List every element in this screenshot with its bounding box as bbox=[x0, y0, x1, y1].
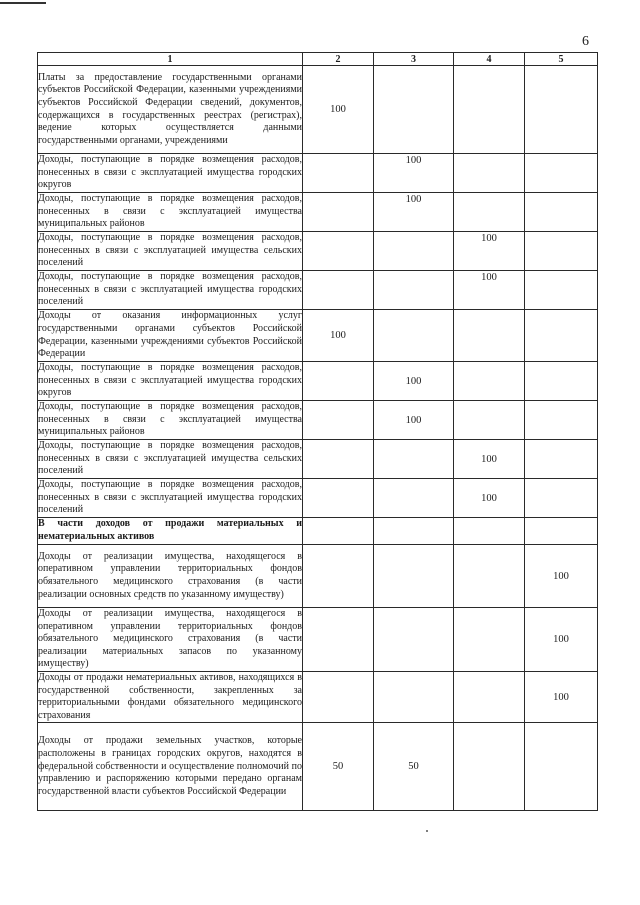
row-description: Доходы, поступающие в порядке возмещения расходов, понесенных в связи с эксплуатацией имущества городских поселений bbox=[38, 479, 303, 518]
cell-col-4 bbox=[454, 671, 525, 722]
table-row bbox=[38, 271, 598, 310]
cell-col-2 bbox=[303, 193, 374, 232]
table-row bbox=[38, 310, 598, 362]
table-row bbox=[38, 723, 598, 811]
cell-col-4 bbox=[454, 608, 525, 672]
cell-col-3 bbox=[374, 66, 454, 154]
table-row bbox=[38, 671, 598, 722]
row-description: Доходы от продажи нематериальных активов, находящихся в государственной собственности, закрепленных за территориальными фондами обязательного медицинского страхования bbox=[38, 671, 303, 722]
header-col-4: 4 bbox=[454, 53, 525, 66]
cell-col-5: 100 bbox=[525, 671, 598, 722]
cell-col-4 bbox=[454, 362, 525, 401]
cell-col-2: 100 bbox=[303, 66, 374, 154]
cell-col-4 bbox=[454, 66, 525, 154]
cell-col-4 bbox=[454, 154, 525, 193]
header-col-2: 2 bbox=[303, 53, 374, 66]
table-row bbox=[38, 154, 598, 193]
table-row bbox=[38, 362, 598, 401]
header-col-1: 1 bbox=[38, 53, 303, 66]
cell-col-3: 100 bbox=[374, 362, 454, 401]
row-description: Доходы, поступающие в порядке возмещения расходов, понесенных в связи с эксплуатацией имущества сельских поселений bbox=[38, 232, 303, 271]
cell-col-2 bbox=[303, 271, 374, 310]
cell-col-2: 100 bbox=[303, 310, 374, 362]
cell-col-4 bbox=[454, 401, 525, 440]
cell-col-2 bbox=[303, 154, 374, 193]
cell-col-5: 100 bbox=[525, 545, 598, 608]
cell-col-5 bbox=[525, 271, 598, 310]
header-col-3: 3 bbox=[374, 53, 454, 66]
section-heading: В части доходов от продажи материальных и нематериальных активов bbox=[38, 518, 303, 545]
cell-col-2 bbox=[303, 440, 374, 479]
cell-col-3 bbox=[374, 310, 454, 362]
cell-col-2 bbox=[303, 545, 374, 608]
table-header-row bbox=[38, 53, 598, 66]
table-row bbox=[38, 232, 598, 271]
cell-col-4: 100 bbox=[454, 271, 525, 310]
cell-col-5 bbox=[525, 479, 598, 518]
cell-col-4 bbox=[454, 545, 525, 608]
cell-col-2 bbox=[303, 401, 374, 440]
cell-col-3: 100 bbox=[374, 154, 454, 193]
revenue-allocation-table bbox=[37, 52, 598, 811]
cell-col-5 bbox=[525, 232, 598, 271]
cell-col-5 bbox=[525, 723, 598, 811]
table-row bbox=[38, 479, 598, 518]
table-row bbox=[38, 545, 598, 608]
page-number: 6 bbox=[582, 34, 589, 49]
cell-col-3 bbox=[374, 545, 454, 608]
row-description: Платы за предоставление государственными органами субъектов Российской Федерации, казенными учреждениями субъектов Российской Федерации сведений, документов, содержащихся в государственных реестрах (регистрах), ведение которых осуществляется данными государственными органами, учреждениями bbox=[38, 66, 303, 154]
cell-col-5 bbox=[525, 193, 598, 232]
cell-col-4 bbox=[454, 310, 525, 362]
table-row-section-heading bbox=[38, 518, 598, 545]
corner-scan-mark bbox=[0, 2, 46, 4]
row-description: Доходы, поступающие в порядке возмещения расходов, понесенных в связи с эксплуатацией имущества городских округов bbox=[38, 154, 303, 193]
cell-col-3 bbox=[374, 518, 454, 545]
table-row bbox=[38, 66, 598, 154]
cell-col-5 bbox=[525, 362, 598, 401]
table-row bbox=[38, 193, 598, 232]
cell-col-5 bbox=[525, 310, 598, 362]
cell-col-3 bbox=[374, 271, 454, 310]
cell-col-4: 100 bbox=[454, 232, 525, 271]
cell-col-3 bbox=[374, 608, 454, 672]
row-description: Доходы от продажи земельных участков, которые расположены в границах городских округов, находятся в федеральной собственности и осуществление полномочий по управлению и распоряжению которыми передано органам государственной власти субъектов Российской Федерации bbox=[38, 723, 303, 811]
row-description: Доходы, поступающие в порядке возмещения расходов, понесенных в связи с эксплуатацией имущества сельских поселений bbox=[38, 440, 303, 479]
cell-col-3 bbox=[374, 440, 454, 479]
row-description: Доходы от оказания информационных услуг государственными органами субъектов Российской Федерации, казенными учреждениями субъектов Российской Федерации bbox=[38, 310, 303, 362]
cell-col-3 bbox=[374, 479, 454, 518]
row-description: Доходы от реализации имущества, находящегося в оперативном управлении территориальных фондов обязательного медицинского страхования (в части реализации материальных запасов по указанному имуществу) bbox=[38, 608, 303, 672]
row-description: Доходы, поступающие в порядке возмещения расходов, понесенных в связи с эксплуатацией имущества муниципальных районов bbox=[38, 193, 303, 232]
cell-col-5 bbox=[525, 440, 598, 479]
cell-col-5 bbox=[525, 66, 598, 154]
cell-col-2: 50 bbox=[303, 723, 374, 811]
cell-col-3 bbox=[374, 232, 454, 271]
header-col-5: 5 bbox=[525, 53, 598, 66]
row-description: Доходы от реализации имущества, находящегося в оперативном управлении территориальных фондов обязательного медицинского страхования (в части реализации основных средств по указанному имуществу) bbox=[38, 545, 303, 608]
row-description: Доходы, поступающие в порядке возмещения расходов, понесенных в связи с эксплуатацией имущества муниципальных районов bbox=[38, 401, 303, 440]
table-row bbox=[38, 608, 598, 672]
cell-col-5: 100 bbox=[525, 608, 598, 672]
table-row bbox=[38, 440, 598, 479]
cell-col-4 bbox=[454, 518, 525, 545]
cell-col-4 bbox=[454, 193, 525, 232]
cell-col-2 bbox=[303, 518, 374, 545]
row-description: Доходы, поступающие в порядке возмещения расходов, понесенных в связи с эксплуатацией имущества городских поселений bbox=[38, 271, 303, 310]
cell-col-3 bbox=[374, 671, 454, 722]
cell-col-3: 50 bbox=[374, 723, 454, 811]
cell-col-2 bbox=[303, 608, 374, 672]
cell-col-5 bbox=[525, 401, 598, 440]
table-row bbox=[38, 401, 598, 440]
cell-col-5 bbox=[525, 154, 598, 193]
cell-col-2 bbox=[303, 232, 374, 271]
scan-speck bbox=[426, 830, 428, 832]
cell-col-4: 100 bbox=[454, 440, 525, 479]
cell-col-2 bbox=[303, 362, 374, 401]
cell-col-3: 100 bbox=[374, 401, 454, 440]
cell-col-2 bbox=[303, 479, 374, 518]
cell-col-3: 100 bbox=[374, 193, 454, 232]
cell-col-5 bbox=[525, 518, 598, 545]
cell-col-4 bbox=[454, 723, 525, 811]
row-description: Доходы, поступающие в порядке возмещения расходов, понесенных в связи с эксплуатацией имущества городских округов bbox=[38, 362, 303, 401]
cell-col-2 bbox=[303, 671, 374, 722]
cell-col-4: 100 bbox=[454, 479, 525, 518]
